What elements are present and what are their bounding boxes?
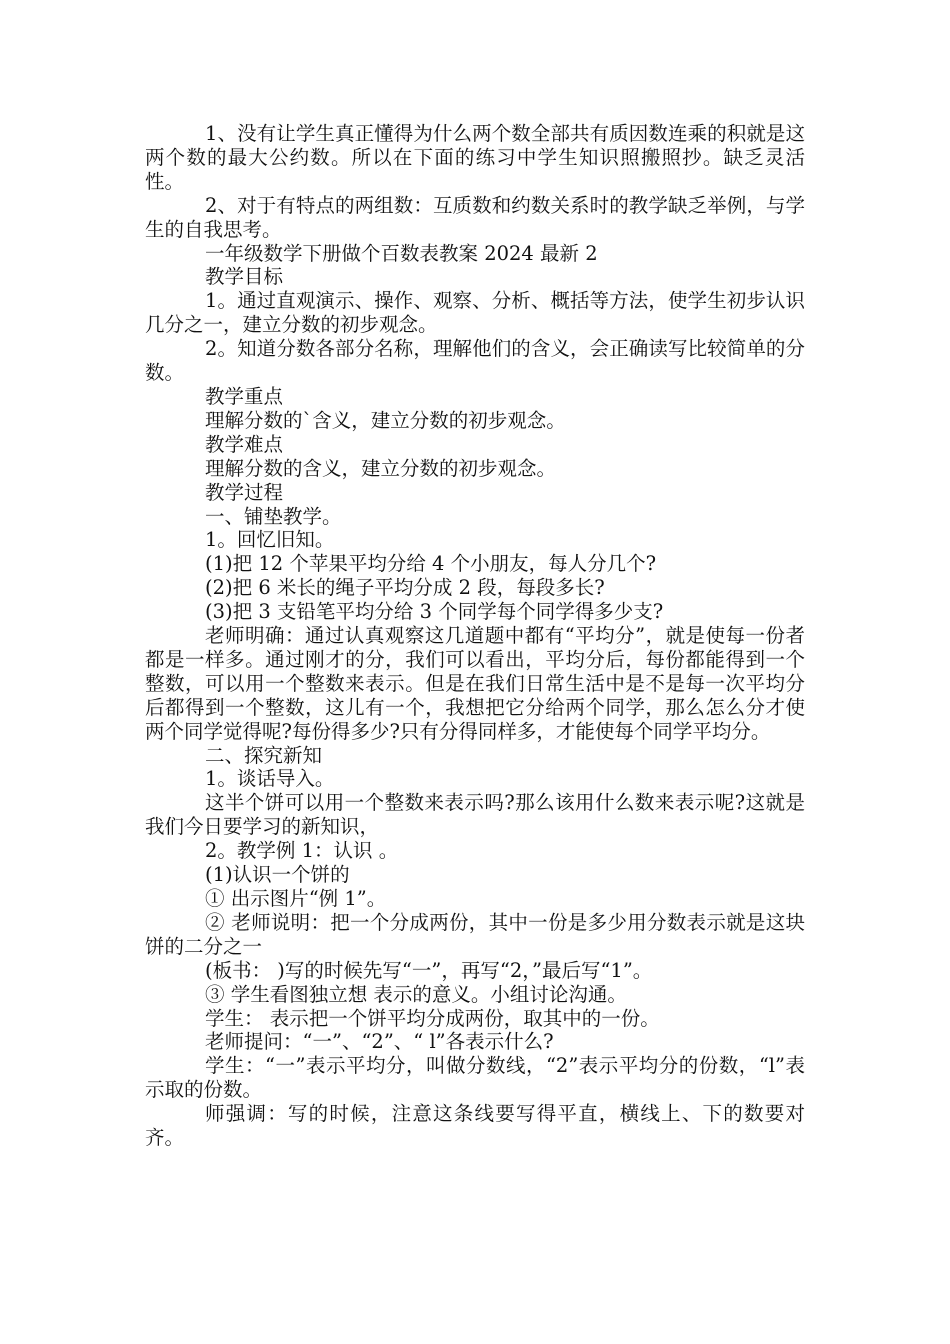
paragraph-section-1: 一、铺垫教学。 bbox=[205, 504, 342, 528]
paragraph-student-answer-1: 学生： 表示把一个饼平均分成两份，取其中的一份。 bbox=[205, 1006, 660, 1030]
paragraph-goal-1: 1。通过直观演示、操作、观察、分析、概括等方法，使学生初步认识几分之一，建立分数的初步观念。 bbox=[145, 289, 805, 337]
paragraph-teacher-emphasis: 师强调：写的时候，注意这条线要写得平直，横线上、下的数要对齐。 bbox=[145, 1102, 805, 1150]
paragraph-difficulty: 理解分数的含义，建立分数的初步观念。 bbox=[205, 456, 557, 480]
paragraph-reflection-2: 2、对于有特点的两组数：互质数和约数关系时的教学缺乏举例，与学生的自我思考。 bbox=[145, 193, 805, 241]
paragraph-step-students-think: ③ 学生看图独立想 表示的意义。小组讨论沟通。 bbox=[205, 982, 627, 1006]
paragraph-intro-text: 这半个饼可以用一个整数来表示吗?那么该用什么数来表示呢?这就是我们今日要学习的新知识， bbox=[145, 791, 805, 839]
paragraph-section-2: 二、探究新知 bbox=[205, 743, 323, 767]
paragraph-example-1: 2。教学例 1：认识 。 bbox=[205, 839, 399, 863]
paragraph-step-teacher-explain: ② 老师说明：把一个分成两份，其中一份是多少用分数表示就是这块饼的二分之一 bbox=[145, 910, 805, 958]
paragraph-question-2: (2)把 6 米长的绳子平均分成 2 段，每段多长? bbox=[205, 576, 605, 600]
paragraph-heading-difficulties: 教学难点 bbox=[205, 432, 284, 456]
paragraph-board-writing: (板书： )写的时候先写“一”，再写“2，”最后写“1”。 bbox=[205, 958, 653, 982]
document-body bbox=[145, 122, 805, 1150]
paragraph-intro: 1。谈话导入。 bbox=[205, 767, 335, 791]
paragraph-question-1: (1)把 12 个苹果平均分给 4 个小朋友，每人分几个? bbox=[205, 552, 657, 576]
paragraph-teacher-question: 老师提问：“一”、“2”、“ l”各表示什么? bbox=[205, 1030, 554, 1054]
paragraph-step-show-picture: ① 出示图片“例 1”。 bbox=[205, 887, 387, 910]
paragraph-heading-process: 教学过程 bbox=[205, 480, 284, 504]
paragraph-key-point: 理解分数的`含义，建立分数的初步观念。 bbox=[205, 408, 566, 432]
paragraph-heading-goals: 教学目标 bbox=[205, 265, 284, 289]
paragraph-student-answer-2: 学生：“一”表示平均分，叫做分数线，“2”表示平均分的份数，“l”表示取的份数。 bbox=[145, 1054, 805, 1102]
paragraph-heading-key-points: 教学重点 bbox=[205, 384, 284, 408]
paragraph-teacher-clarify: 老师明确：通过认真观察这几道题中都有“平均分”，就是使每一份者都是一样多。通过刚才的分，我们可以看出，平均分后，每份都能得到一个整数，可以用一个整数来表示。但是在我们日常生活中是不是每一次平均分后都得到一个整数，这儿有一个，我想把它分给两个同学，那么怎么分才使两个同学觉得呢?每份得多少?只有分得同样多，才能使每个同学平均分。 bbox=[145, 624, 805, 743]
paragraph-reflection-1: 1、没有让学生真正懂得为什么两个数全部共有质因数连乘的积就是这两个数的最大公约数。所以在下面的练习中学生知识照搬照抄。缺乏灵活性。 bbox=[145, 122, 805, 193]
paragraph-goal-2: 2。知道分数各部分名称，理解他们的含义，会正确读写比较简单的分数。 bbox=[145, 337, 805, 385]
paragraph-lesson-title: 一年级数学下册做个百数表教案 2024 最新 2 bbox=[205, 241, 598, 265]
paragraph-review: 1。回忆旧知。 bbox=[205, 528, 335, 552]
paragraph-step-1: (1)认识一个饼的 bbox=[205, 863, 350, 887]
paragraph-question-3: (3)把 3 支铅笔平均分给 3 个同学每个同学得多少支? bbox=[205, 600, 664, 624]
